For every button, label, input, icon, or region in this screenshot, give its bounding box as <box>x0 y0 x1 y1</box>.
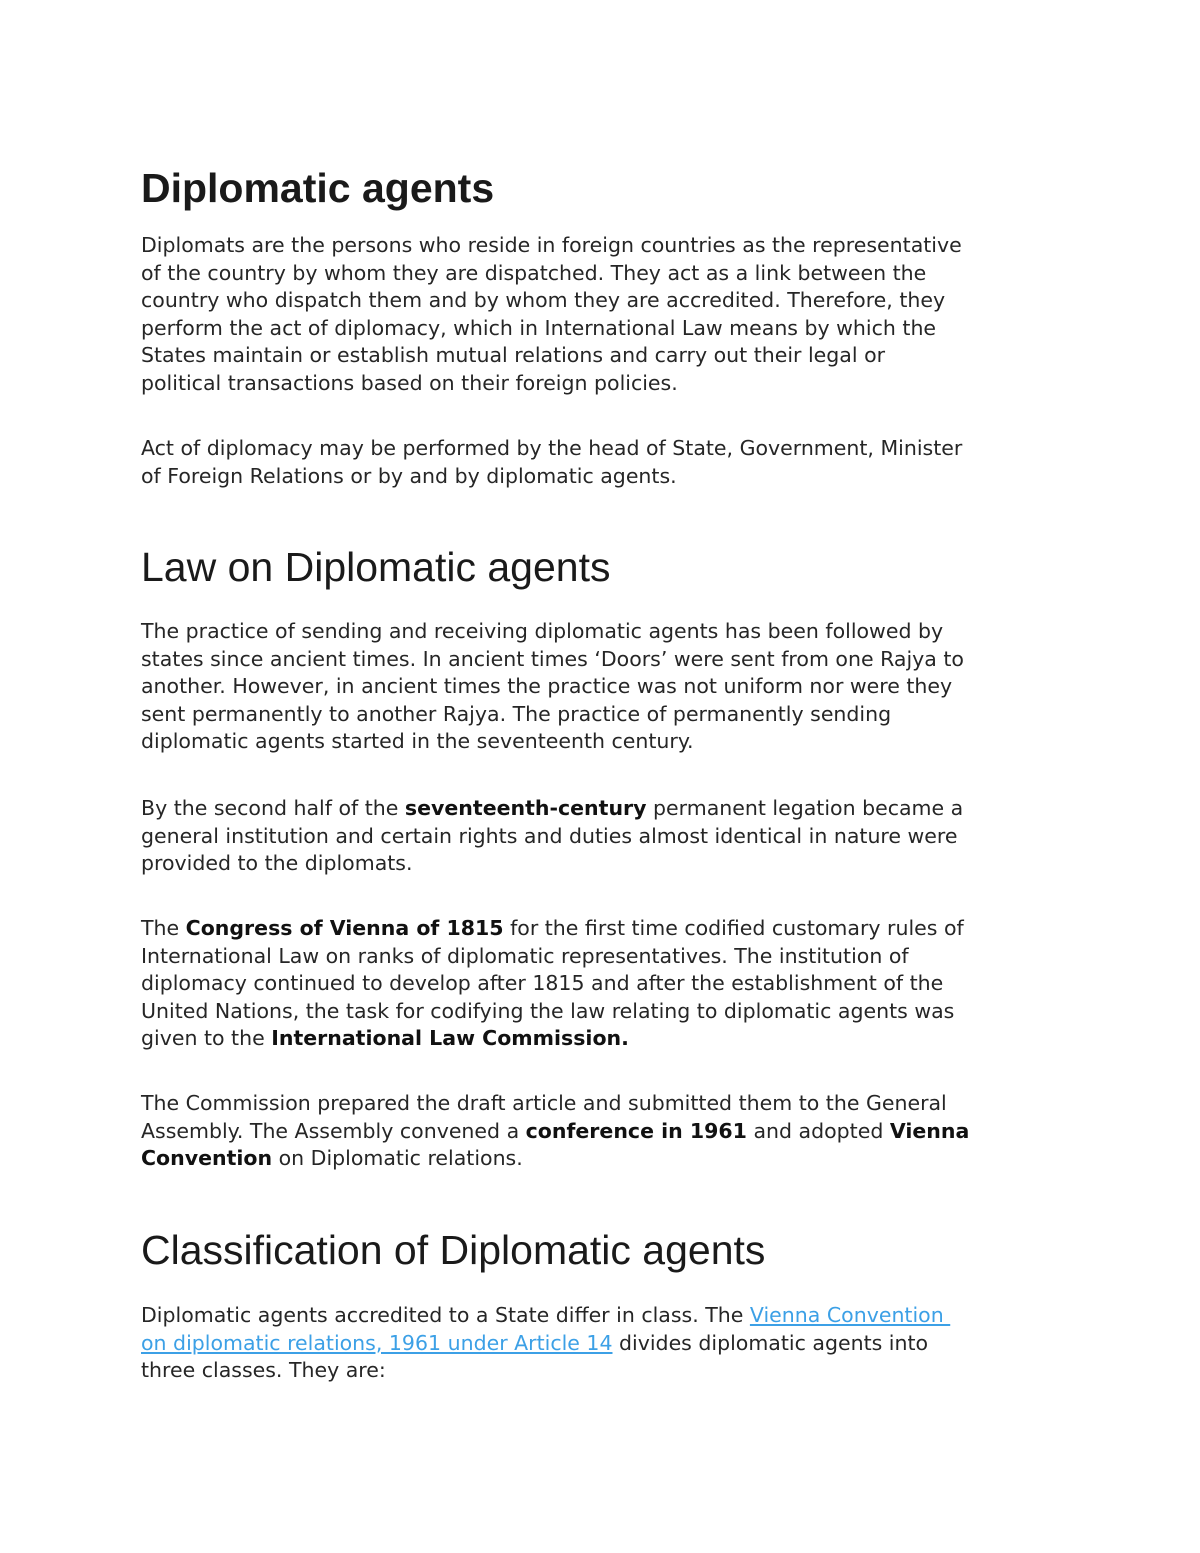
text-line <box>141 850 963 878</box>
heading-diplomatic-agents: Diplomatic agents <box>141 165 495 211</box>
text-line <box>141 701 964 729</box>
text-segment: diplomacy continued to develop after 1815 and after the establishment of the <box>141 971 944 995</box>
text-line <box>141 646 964 674</box>
text-segment: Act of diplomacy may be performed by the head of State, Government, Minister <box>141 436 963 460</box>
text-segment: permanent legation became a <box>646 796 964 820</box>
text-segment: States maintain or establish mutual relations and carry out their legal or <box>141 343 886 367</box>
text-segment: political transactions based on their foreign policies. <box>141 370 678 395</box>
bold-text: International Law Commission. <box>271 1026 629 1050</box>
text-segment: International Law on ranks of diplomatic representatives. The institution of <box>141 943 909 968</box>
bold-text: Convention <box>141 1146 273 1170</box>
text-segment: for the first time codified customary rules of <box>503 916 964 940</box>
paragraph <box>141 1090 969 1173</box>
text-segment: perform the act of diplomacy, which in International Law means by which the <box>141 315 937 340</box>
text-line <box>141 1145 969 1173</box>
text-line <box>141 1330 950 1358</box>
paragraph <box>141 795 963 878</box>
text-segment: The practice of sending and receiving diplomatic agents has been followed by <box>141 619 944 643</box>
text-line <box>141 970 964 998</box>
text-segment: three classes. They are: <box>141 1358 386 1382</box>
text-segment: Assembly. The Assembly convened a <box>141 1118 526 1143</box>
paragraph <box>141 618 964 756</box>
text-line <box>141 1025 964 1053</box>
text-segment: diplomatic agents started in the seventeenth century. <box>141 729 694 753</box>
text-segment: another. However, in ancient times the practice was not uniform nor were they <box>141 674 953 698</box>
vienna-convention-link[interactable]: on diplomatic relations, 1961 under Article 14 <box>141 1330 613 1355</box>
vienna-convention-link[interactable]: Vienna Convention <box>749 1303 951 1327</box>
text-line <box>141 315 962 343</box>
paragraph <box>141 1302 950 1385</box>
bold-text: Vienna <box>889 1118 970 1143</box>
text-segment: given to the <box>141 1026 272 1050</box>
bold-text: Congress of Vienna of 1815 <box>185 916 504 940</box>
text-segment: Diplomats are the persons who reside in foreign countries as the representative <box>141 233 962 257</box>
heading-classification: Classification of Diplomatic agents <box>141 1227 766 1273</box>
bold-text: seventeenth-century <box>404 796 647 820</box>
paragraph <box>141 915 964 1053</box>
text-line <box>141 998 964 1026</box>
paragraph <box>141 435 962 490</box>
text-segment: United Nations, the task for codifying the law relating to diplomatic agents was <box>141 998 955 1023</box>
text-line <box>141 1357 950 1385</box>
text-segment: divides diplomatic agents into <box>612 1330 929 1355</box>
text-line <box>141 1090 969 1118</box>
text-line <box>141 1302 950 1330</box>
text-line <box>141 795 963 823</box>
text-segment: The <box>141 916 186 940</box>
text-line <box>141 618 964 646</box>
text-line <box>141 823 963 851</box>
text-line <box>141 463 962 491</box>
text-segment: general institution and certain rights and duties almost identical in nature were <box>141 823 958 848</box>
text-line <box>141 943 964 971</box>
paragraph <box>141 232 962 397</box>
text-segment: The Commission prepared the draft article and submitted them to the General <box>141 1091 947 1115</box>
text-line <box>141 370 962 398</box>
bold-text: conference in 1961 <box>525 1118 747 1143</box>
text-segment: Diplomatic agents accredited to a State differ in class. The <box>141 1303 750 1327</box>
text-line <box>141 673 964 701</box>
text-segment: By the second half of the <box>141 796 405 820</box>
text-line <box>141 435 962 463</box>
text-segment: provided to the diplomats. <box>141 851 413 875</box>
text-segment: country who dispatch them and by whom they are accredited. Therefore, they <box>141 288 946 312</box>
text-line <box>141 1118 969 1146</box>
text-line <box>141 342 962 370</box>
text-segment: of the country by whom they are dispatched. They act as a link between the <box>141 260 927 285</box>
text-line <box>141 915 964 943</box>
text-segment: on Diplomatic relations. <box>272 1146 523 1170</box>
text-line <box>141 260 962 288</box>
text-segment: sent permanently to another Rajya. The practice of permanently sending <box>141 701 892 726</box>
text-segment: and adopted <box>746 1118 890 1143</box>
text-line <box>141 728 964 756</box>
text-line <box>141 232 962 260</box>
text-segment: of Foreign Relations or by and by diplomatic agents. <box>141 463 677 488</box>
text-segment: states since ancient times. In ancient times ‘Doors’ were sent from one Rajya to <box>141 646 964 671</box>
text-line <box>141 287 962 315</box>
heading-law-on-diplomatic-agents: Law on Diplomatic agents <box>141 544 611 590</box>
